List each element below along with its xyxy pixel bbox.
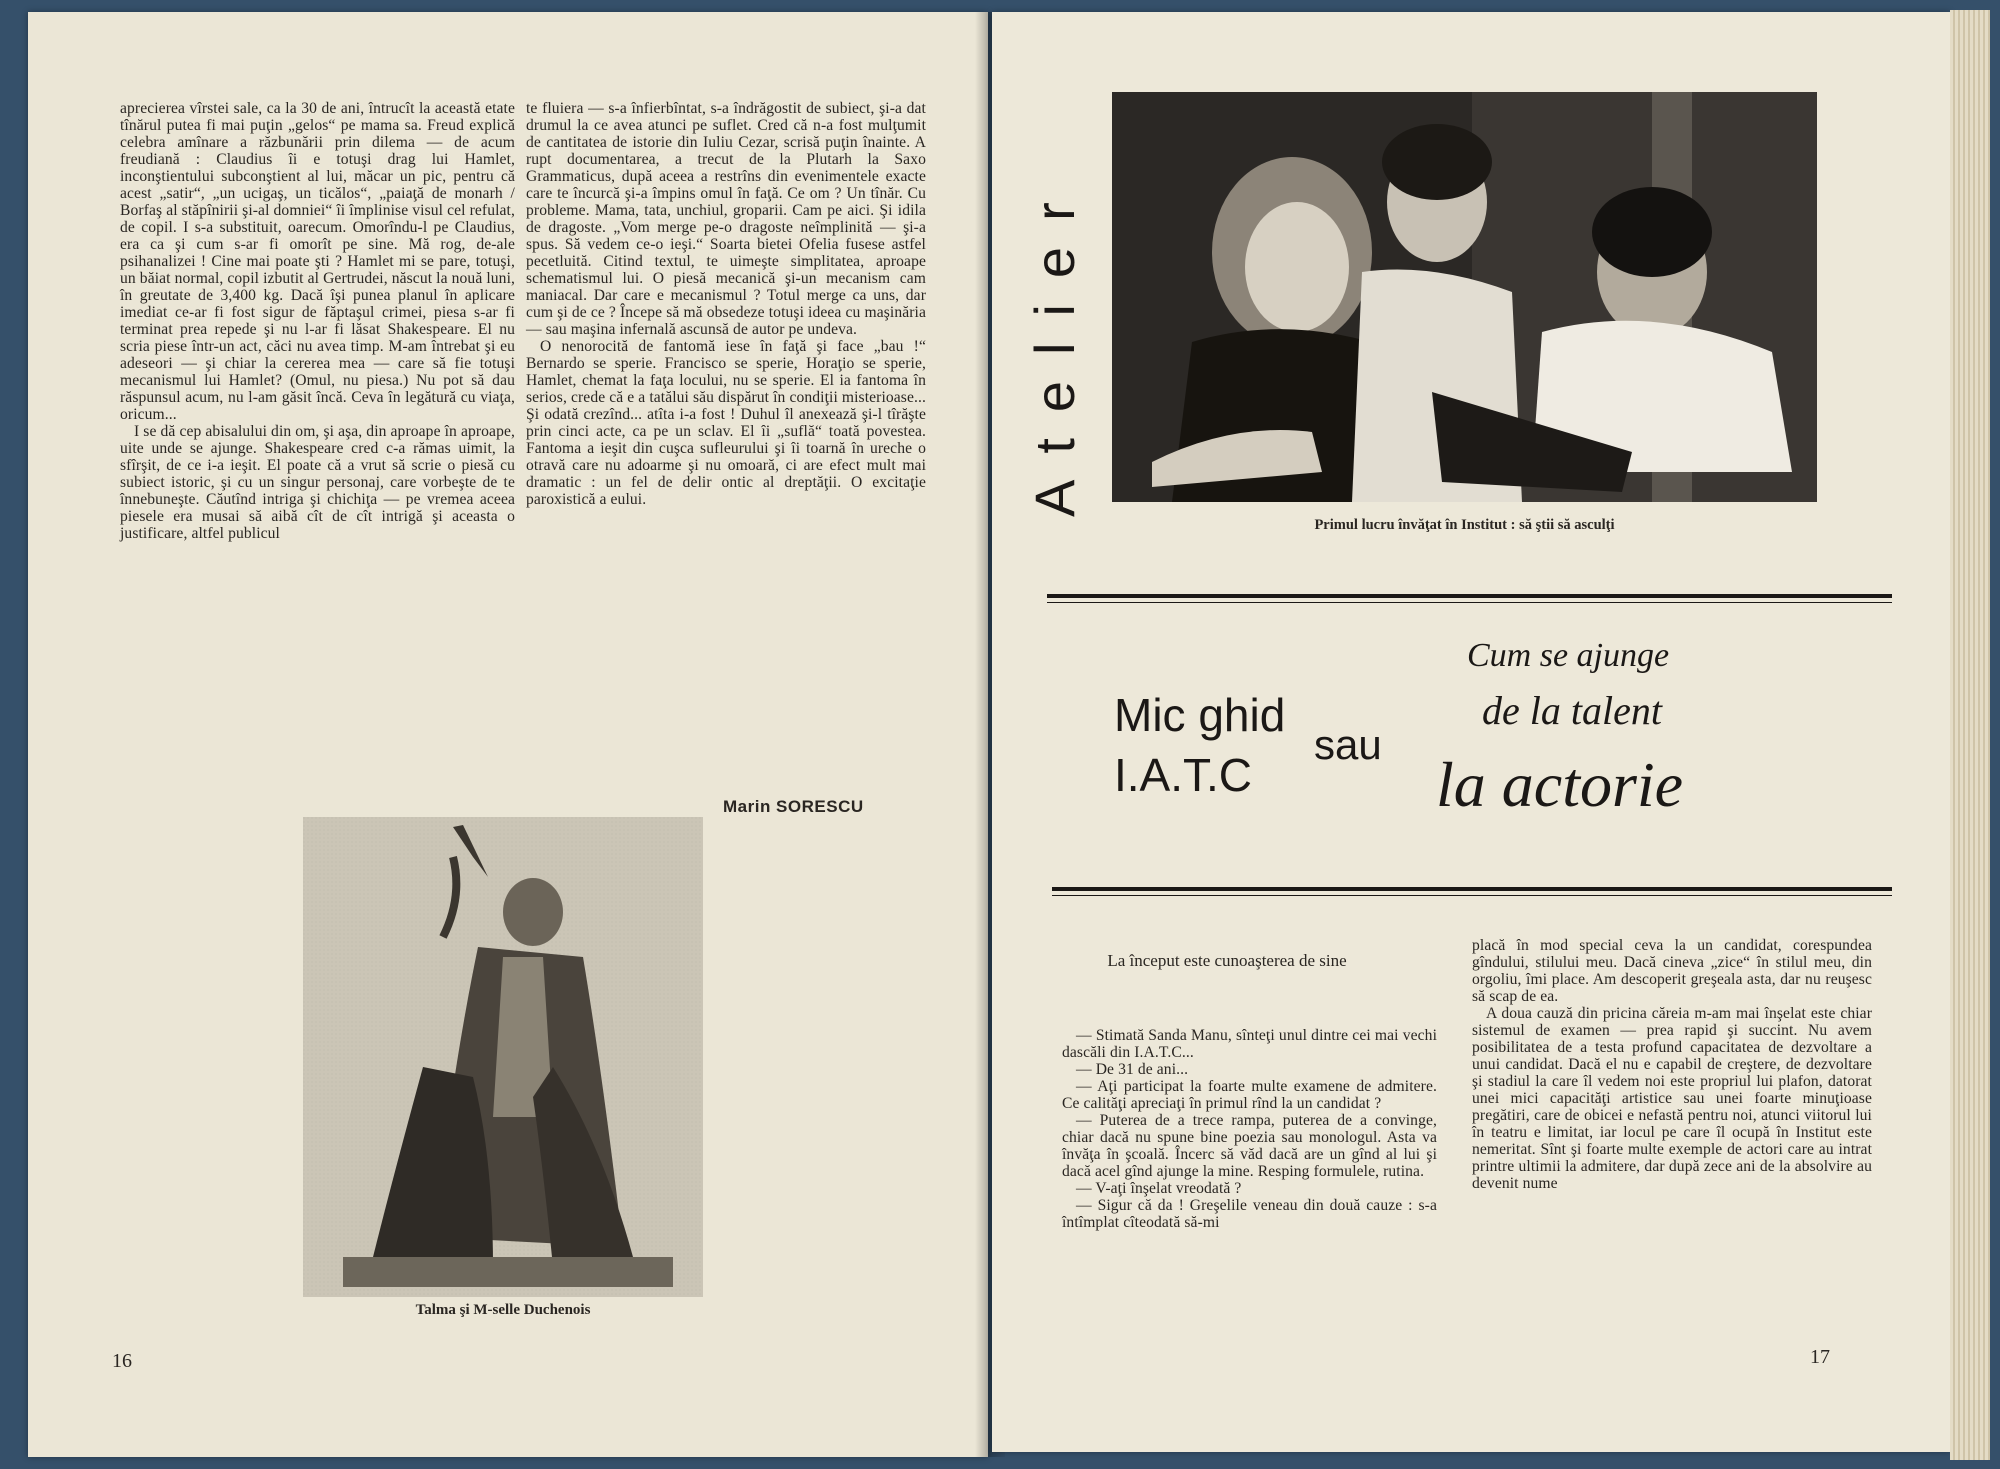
title-rule-bottom-thin [1052, 895, 1892, 896]
right-column-2 [1472, 937, 1872, 1192]
paragraph: O nenorocită de fantomă iese în faţă şi face „bau !“ Bernardo se sperie. Francisco se sperie, Horaţio se sperie, Hamlet, chemat la faţa locului, nu se sperie. El ia fantoma în serios, crede că e a tatălui său dispărut în condiţii misterioase... Şi odată crezînd... atîta i-a fost ! Duhul îl anexează şi-l tîrăşte prin cinci acte, ca pe un sclav. El îi „suflă“ toată povestea. Fantoma a ieşit din cuşca sufleurului şi îi toarnă în ureche o otravă care nu adoarme şi nu omoară, ci are efect mult mai dramatic : un fel de delir ontic al dreptăţii. O excitaţie paroxistică a eului. [526, 338, 926, 508]
paragraph: placă în mod special ceva la un candidat, corespundea gîndului, stilului meu. Dacă cineva „zice“ în stilul meu, din orgoliu, îmi place. Am descoperit greşeala asta, dar nu reuşesc să scap de ea. [1472, 937, 1872, 1005]
paragraph: I se dă cep abisalului din om, şi aşa, din aproape în aproape, uite unde se ajunge. Shakespeare cred c-a rămas uimit, la sfîrşit, de ce i-a ieşit. El poate că a vrut să scrie o piesă cu subiect istoric, şi cu un singur personaj, care vorbeşte de te înnebuneşte. Căutînd intriga şi chichiţa — pe vremea aceea piesele era musai să aibă cît de cît intrigă şi aceasta o justificare, altfel publicul [120, 423, 515, 542]
paragraph: — Stimată Sanda Manu, sînteţi unul dintre cei mai vechi dascăli din I.A.T.C... [1062, 1027, 1437, 1061]
interview-subheading: La început este cunoaşterea de sine [1107, 951, 1347, 970]
left-column-1 [120, 100, 515, 542]
headline-line-3: la actorie [1436, 749, 1684, 820]
historical-engraving-photo [303, 817, 703, 1297]
section-title-vertical: Atelier [1023, 176, 1086, 517]
title-rule-top [1047, 594, 1892, 598]
right-photo-caption: Primul lucru învăţat în Institut : să ştii să asculţi [1314, 517, 1615, 533]
paragraph: — V-aţi înşelat vreodată ? [1076, 1180, 1242, 1197]
paragraph: te fluiera — s-a înfierbîntat, s-a îndrăgostit de subiect, şi-a dat drumul la ce avea atunci pe suflet. Cred că n-a fost mulţumit de cantitatea de istorie din Iuliu Cezar, scrisă puţin înainte. A rupt documentarea, a trecut de la Plutarh la Saxo Grammaticus, după aceea a restrîns din evenimentele exacte care te încurcă şi-a împins omul în faţă. Ce om ? Un tînăr. Cu probleme. Mama, tata, unchiul, groparii. Cam pe aici. Şi idila de dragoste. „Vom merge pe-o dragoste neîmplinită — şi-a spus. Să vedem ce-o ieşi.“ Soarta bietei Ofelia fusese astfel pecetluită. Citind textul, te uimeşte simplitatea, aproape schematismul lui. O piesă mecanică şi-un mecanism cam maniacal. Dar care e mecanismul ? Totul merge ca uns, dar cum şi de ce ? Începe să mă obsedeze totuşi ideea cu maşinăria — sau maşina infernală ascunsă de autor pe undeva. [526, 100, 926, 338]
page-edges [1950, 10, 1990, 1460]
headline-line-2: de la talent [1482, 688, 1662, 733]
page-number-left: 16 [112, 1350, 132, 1372]
paragraph: — Sigur că da ! Greşelile veneau din două cauze : s-a întîmplat cîteodată să-mi [1062, 1197, 1437, 1231]
left-column-2 [526, 100, 926, 508]
right-column-1 [1062, 1027, 1437, 1231]
paragraph: — De 31 de ani... [1076, 1061, 1189, 1078]
title-iatc: I.A.T.C [1114, 749, 1253, 801]
paragraph: aprecierea vîrstei sale, ca la 30 de ani, întrucît la această etate tînărul putea fi mai puţin „gelos“ pe mama sa. Freud explică celebra amînare a răzbunării prin dilema — de acum freudiană : Claudius îi e totuşi drag lui Hamlet, inconştientului subconştient al lui, măcar un pic, pentru că acest „satir“, „un ucigaş, un ticălos“, „paiaţă de monarh / Borfaş al stăpînirii şi-al domniei“ îi împlinise visul cel refulat, de copil. I s-a substituit, oarecum. Omorîndu-l pe Claudius, era ca şi cum s-ar fi omorît pe sine. Mă rog, de-ale psihanalizei ! Cine mai poate şti ? Hamlet mi se pare, totuşi, un băiat normal, copil izbutit al Gertrudei, născut la nouă luni, în greutate de 3,400 kg. Dacă îşi punea planul în aplicare imediat ce-ar fi fost sigur de făptaşul crimei, piesa s-ar fi terminat prea repede şi nu l-ar fi lăsat Shakespeare. El nu scria piese într-un act, căci nu avea timp. M-am întrebat şi eu adeseori — şi chiar la cererea mea — care să fie totuşi mecanismul lui Hamlet? (Omul, nu piesa.) Nu pot să dau răspunsul acum, nu l-am găsit încă. Ceva în legătură cu viaţa, oricum... [120, 100, 515, 423]
left-photo-caption: Talma şi M-selle Duchenois [415, 1302, 591, 1318]
engraving-illustration [303, 817, 703, 1297]
title-mic-ghid: Mic ghid [1114, 689, 1286, 741]
paragraph: — Puterea de a trece rampa, puterea de a convinge, chiar dacă nu spune bine poezia sau monologul. Asta va învăţa în şcoală. Încerc să văd dacă are un gînd al lui şi dacă acel gînd ajunge la mine. Resping formulele, rutina. [1062, 1112, 1437, 1180]
headline-line-1: Cum se ajunge [1467, 637, 1670, 674]
title-rule-bottom [1052, 887, 1892, 891]
right-page [992, 12, 1950, 1452]
page-number-right: 17 [1810, 1346, 1830, 1368]
paragraph: A doua cauză din pricina căreia m-am mai înşelat este chiar sistemul de examen — prea rapid şi succint. Nu avem posibilitatea de a testa profund capacitatea de dezvoltare a unui candidat. Dacă el nu e capabil de creştere, de dezvoltare şi stadiul la care îl vedem noi este propriul lui plafon, datorat unei mici capacităţi artistice sau unei foarte minuţioase pregătiri, care de obicei e nefastă pentru noi, atunci viitorul lui în teatru e limitat, iar locul pe care îl ocupă în Institut este nemeritat. Sînt şi foarte multe exemple de actori care au intrat printre ultimii la admitere, dar după zece ani de la absolvire au devenit nume [1472, 1005, 1872, 1192]
title-rule-top-thin [1047, 602, 1892, 603]
title-sau: sau [1314, 721, 1382, 768]
left-page [28, 12, 988, 1457]
paragraph: — Aţi participat la foarte multe examene de admitere. Ce calităţi apreciaţi în primul rînd la un candidat ? [1062, 1078, 1437, 1112]
institute-students-photo [1112, 92, 1817, 502]
author-signature: Marin SORESCU [723, 797, 864, 816]
students-photograph [1112, 92, 1817, 502]
